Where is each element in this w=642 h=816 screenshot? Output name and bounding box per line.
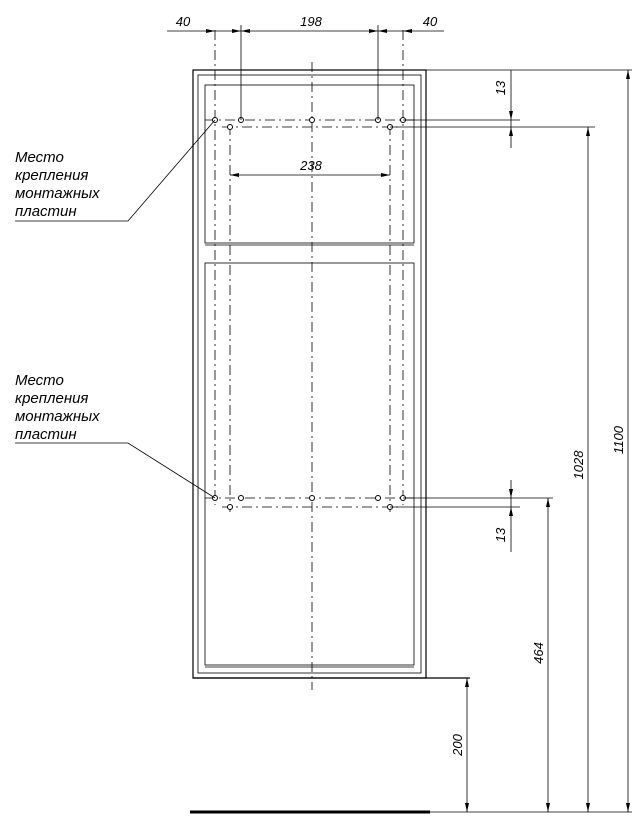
dimension-arrow — [378, 29, 387, 33]
dimension-arrow — [241, 29, 250, 33]
dimension-arrow — [232, 29, 241, 33]
mount-hole — [228, 125, 233, 130]
dimension-arrow — [586, 803, 590, 812]
dimension-arrow — [509, 111, 513, 120]
dimension-label-floor-gap: 200 — [450, 734, 465, 756]
lower-callout-line-1: Место — [15, 372, 64, 389]
lower-callout-line-4: пластин — [15, 426, 77, 443]
dimension-label-lower-mount-height: 464 — [531, 642, 546, 664]
dimension-label-upper-offset: 13 — [493, 80, 508, 96]
dimension-arrow — [206, 29, 215, 33]
mount-hole — [310, 118, 315, 123]
mounting-lines — [205, 30, 414, 690]
dimension-arrow — [465, 678, 469, 687]
dimension-arrow — [509, 489, 513, 498]
dimension-label-mount-span: 1028 — [571, 450, 586, 480]
dimension-arrow — [509, 127, 513, 136]
upper-callout-line-3: монтажных — [15, 185, 100, 202]
lower-callout — [15, 372, 100, 443]
lower-callout-line-2: крепления — [15, 390, 89, 407]
dimension-arrow — [586, 127, 590, 136]
lower-callout-line-3: монтажных — [15, 408, 100, 425]
mount-hole — [239, 496, 244, 501]
dimension-label-top-middle: 198 — [300, 14, 322, 29]
mount-hole — [310, 496, 315, 501]
upper-callout-line-2: крепления — [15, 167, 89, 184]
mount-hole — [376, 496, 381, 501]
dimension-arrow — [546, 803, 550, 812]
dimension-label-top-right: 40 — [422, 14, 438, 29]
height-dimensions — [190, 70, 632, 812]
dimension-arrow — [230, 173, 239, 177]
upper-callout-line-4: пластин — [15, 203, 77, 220]
upper-callout — [15, 149, 100, 220]
dimension-arrow — [626, 803, 630, 812]
dimension-arrow — [546, 498, 550, 507]
dimension-label-top-left: 40 — [175, 14, 191, 29]
top-dimension — [167, 14, 444, 120]
dimension-arrow — [626, 70, 630, 79]
dimension-arrow — [369, 29, 378, 33]
cabinet-body — [193, 70, 470, 678]
dimension-arrow — [509, 507, 513, 516]
dimension-arrow — [403, 29, 412, 33]
dimension-arrow — [465, 803, 469, 812]
dimension-label-lower-offset: 13 — [493, 527, 508, 543]
dimension-label-total-height: 1100 — [611, 426, 626, 454]
lower-offset-dimension — [390, 480, 553, 552]
dimension-arrow — [381, 173, 390, 177]
lower-callout-leader — [15, 443, 215, 498]
lower-door — [205, 263, 414, 665]
inner-width-dimension — [230, 158, 390, 177]
dimension-label-inner-width: 238 — [300, 158, 322, 173]
mount-hole — [228, 505, 233, 510]
upper-callout-line-1: Место — [15, 149, 64, 166]
